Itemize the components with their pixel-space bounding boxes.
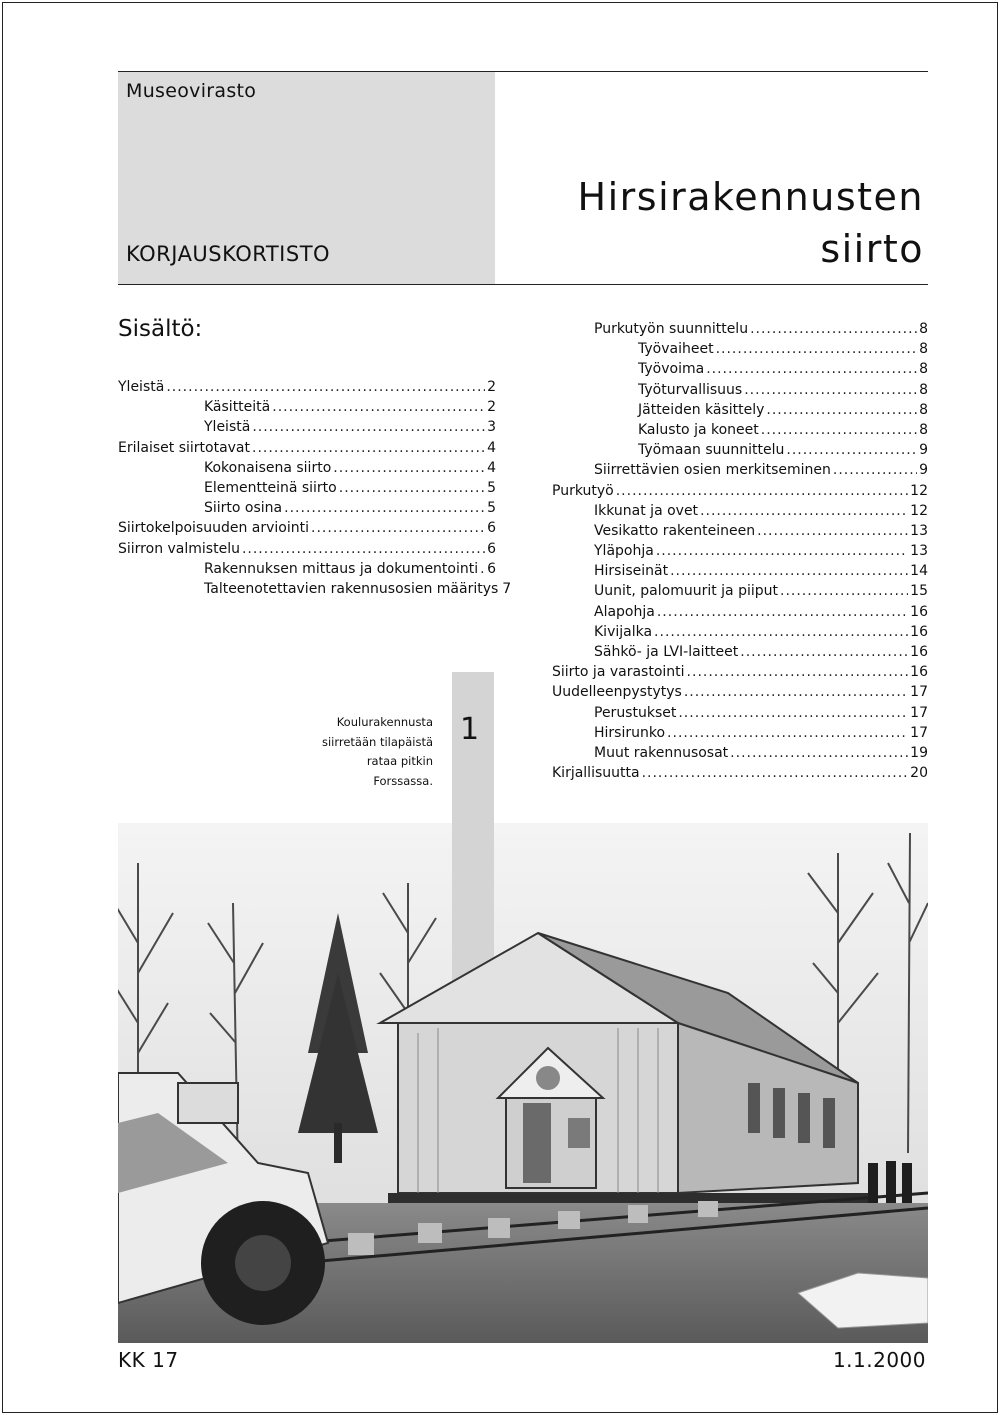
toc-entry-title: Kirjallisuutta [552,765,640,782]
toc-page-number: 16 [910,664,928,681]
workers [868,1161,912,1203]
toc-entry-title: Siirto osina [204,500,283,517]
toc-page-number: 8 [919,341,928,358]
toc-entry [118,377,496,397]
toc-entry-title: Ikkunat ja ovet [594,502,699,519]
toc-page-number: 8 [919,321,928,337]
toc-page-number: 9 [919,462,928,479]
toc-entry [552,581,928,601]
toc-leader-dots [252,417,485,437]
toc-page-number: 4 [487,439,496,456]
toc-page-number: 15 [910,583,928,600]
toc-entry-title: Alapohja [594,603,655,620]
toc-page-number: 2 [487,379,496,395]
toc-entry [552,319,928,339]
toc-entry-title: Uunit, palomuurit ja piiput [594,583,778,600]
toc-entry [552,380,928,400]
toc-leader-dots [780,581,908,601]
toc-entry-title: Kokonaisena siirto [204,459,332,476]
toc-entry [552,481,928,501]
toc-entry-title: Jätteiden käsittely [638,401,765,418]
toc-entry [552,541,928,561]
toc-entry [552,400,928,420]
toc-page-number: 8 [919,401,928,418]
toc-leader-dots [684,682,908,702]
toc-entry [552,359,928,379]
toc-entry-title: Uudelleenpystytys [552,684,682,701]
toc-entry-title: Rakennuksen mittaus ja dokumentointi [204,560,479,577]
toc-leader-dots [678,703,908,723]
toc-entry [552,723,928,743]
toc-leader-dots [761,420,917,440]
toc-page-number: 8 [919,361,928,378]
toc-entry [118,559,496,579]
building-move-photo [118,823,928,1343]
toc-leader-dots [284,498,485,518]
toc-leader-dots [642,763,909,783]
toc-entry-title: Työturvallisuus [638,381,743,398]
toc-entry [118,498,496,518]
toc-entry-title: Yleistä [118,379,165,395]
toc-leader-dots [242,539,485,559]
toc-leader-dots [339,478,485,498]
toc-entry [552,622,928,642]
toc-entry [552,662,928,682]
toc-leader-dots [700,501,908,521]
toc-page-number: 16 [910,644,928,660]
toc-entry [552,420,928,440]
toc-leader-dots [667,723,908,743]
toc-entry-title: Talteenotettavien rakennusosien määritys [204,580,499,597]
caption-line: rataa pitkin [366,754,433,768]
toc-page-number: 6 [487,560,496,577]
toc-page-number: 20 [910,765,928,782]
document-code: KK 17 [118,1348,179,1372]
toc-entry-title: Siirron valmistelu [118,540,240,557]
toc-leader-dots [730,743,908,763]
toc-right-column [552,319,928,783]
toc-entry [118,518,496,538]
toc-leader-dots [311,518,485,538]
toc-leader-dots [750,319,917,339]
toc-entry [118,478,496,498]
toc-entry-title: Yläpohja [594,543,654,560]
toc-entry-title: Hirsirunko [594,724,666,741]
toc-page-number: 8 [919,421,928,438]
toc-leader-dots [833,460,917,480]
document-title-line1: Hirsirakennusten [577,175,924,219]
toc-entry [552,763,928,783]
toc-leader-dots [687,662,909,682]
toc-entry-title: Purkutyö [552,482,614,499]
toc-entry [118,417,496,437]
toc-entry-title: Työvoima [638,361,705,378]
toc-leader-dots [657,602,908,622]
series-name: KORJAUSKORTISTO [126,242,331,266]
toc-leader-dots [333,458,485,478]
toc-page-number: 13 [910,543,928,560]
toc-left-column [118,377,512,599]
toc-entry [552,440,928,460]
toc-heading: Sisältö: [118,316,203,342]
toc-page-number: 9 [919,442,928,459]
toc-leader-dots [744,380,917,400]
toc-entry [118,579,512,599]
toc-page-number: 2 [487,399,496,416]
toc-page-number: 14 [910,563,928,580]
toc-entry [552,682,928,702]
toc-page-number: 5 [487,479,496,496]
toc-leader-dots [616,481,908,501]
toc-page-number: 13 [910,522,928,539]
toc-leader-dots [656,541,908,561]
toc-entry-title: Kalusto ja koneet [638,421,759,438]
toc-entry-title: Elementteinä siirto [204,479,337,496]
toc-entry [552,521,928,541]
toc-entry-title: Hirsiseinät [594,563,669,580]
toc-entry-title: Muut rakennusosat [594,744,729,761]
toc-entry [552,703,928,723]
toc-entry [118,397,496,417]
toc-entry-title: Sähkö- ja LVI-laitteet [594,644,739,660]
toc-leader-dots [786,440,917,460]
caption-line: Koulurakennusta [336,715,433,729]
toc-leader-dots [706,359,917,379]
toc-leader-dots [766,400,917,420]
toc-page-number: 7 [502,580,512,597]
toc-page-number: 8 [919,381,928,398]
toc-page-number: 16 [910,603,928,620]
toc-page-number: 3 [487,419,496,436]
toc-entry-title: Siirto ja varastointi [552,664,685,681]
toc-entry-title: Yleistä [204,419,251,436]
toc-page-number: 5 [487,500,496,517]
toc-entry-title: Työvaiheet [638,341,714,358]
toc-page-number: 16 [910,623,928,640]
toc-page-number: 17 [910,724,928,741]
toc-entry [552,501,928,521]
caption-line: Forssassa. [373,773,433,788]
toc-leader-dots [740,642,908,662]
toc-leader-dots [252,438,485,458]
toc-page-number: 6 [487,520,496,537]
header-bottom-rule [118,284,928,285]
toc-entry [118,438,496,458]
toc-leader-dots [272,397,485,417]
toc-leader-dots [670,561,908,581]
toc-entry-title: Siirrettävien osien merkitseminen [594,462,831,479]
figure-number: 1 [460,712,480,747]
toc-entry [118,539,496,559]
toc-entry [118,458,496,478]
toc-entry [552,561,928,581]
toc-page-number: 17 [910,684,928,701]
caption-line: siirretään tilapäistä [321,734,433,749]
toc-page-number: 12 [910,502,928,519]
toc-leader-dots [166,377,485,397]
toc-entry [552,460,928,480]
toc-entry-title: Työmaan suunnittelu [638,442,785,459]
toc-page-number: 12 [910,482,928,499]
toc-page-number: 17 [910,704,928,721]
toc-page-number: 19 [910,744,928,761]
organization-name: Museovirasto [126,80,257,102]
toc-leader-dots [757,521,908,541]
toc-leader-dots [716,339,918,359]
toc-leader-dots [480,559,485,579]
figure-caption [298,713,433,791]
toc-entry [552,602,928,622]
toc-leader-dots [654,622,908,642]
toc-page-number: 6 [487,540,496,557]
toc-entry [552,339,928,359]
photo-illustration [118,823,928,1343]
toc-entry-title: Purkutyön suunnittelu [594,321,749,337]
toc-entry-title: Siirtokelpoisuuden arviointi [118,520,310,537]
toc-entry-title: Käsitteitä [204,399,271,416]
toc-entry [552,642,928,662]
toc-page-number: 4 [487,459,496,476]
toc-entry-title: Vesikatto rakenteineen [594,522,756,539]
toc-entry-title: Erilaiset siirtotavat [118,439,251,456]
toc-entry [552,743,928,763]
toc-entry-title: Kivijalka [594,623,653,640]
document-title-line2: siirto [820,227,924,271]
document-date: 1.1.2000 [832,1348,926,1372]
toc-entry-title: Perustukset [594,704,677,721]
